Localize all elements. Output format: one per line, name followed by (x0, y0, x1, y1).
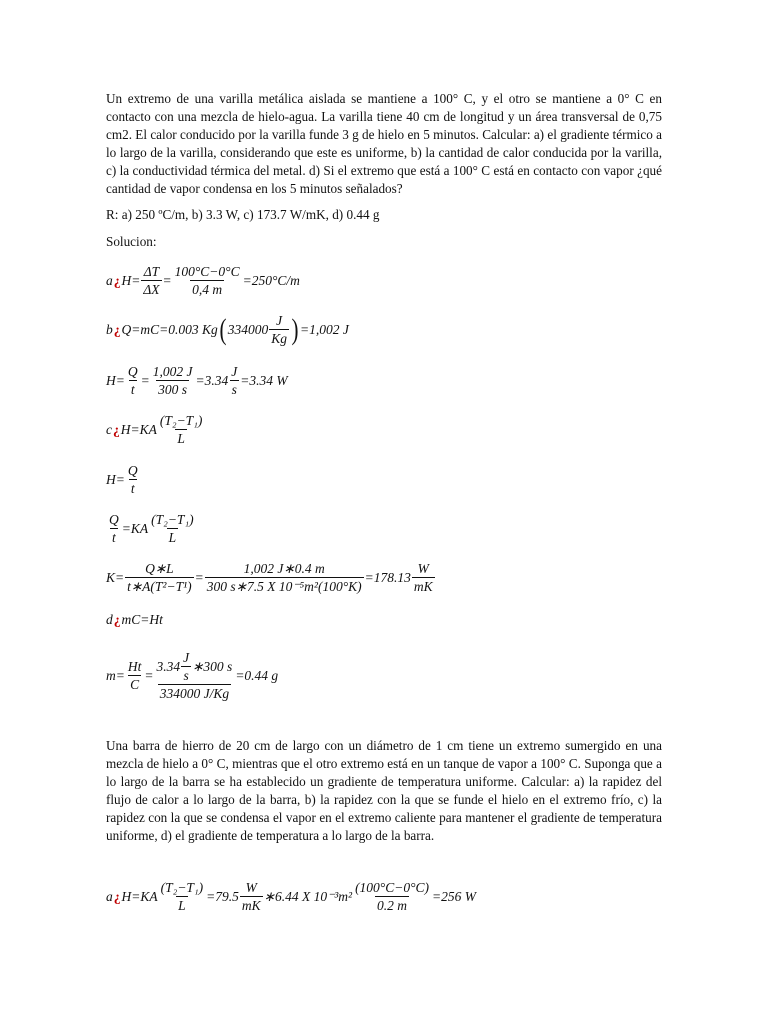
fraction (240, 880, 263, 913)
denominator: 0,4 m (192, 282, 223, 297)
fraction (158, 413, 205, 446)
problem2-statement: Una barra de hierro de 20 cm de largo con un diámetro de 1 cm tiene un extremo sumergido en una mezcla de hielo a 0° C, mientras que el otro extremo está en un tanque de vapor a 100° C. Suponga que a lo largo de la barra se ha establecido un gradiente de temperatura uniforme. Calcular: a) la rapidez del flujo de calor a lo largo de la barra, b) la rapidez con la que se funde el hielo en el extremo frío, c) la rapidez con la que se condensa el vapor en el extremo caliente para mantener el gradiente de temperatura uniforme, d) el gradiente de temperatura a lo largo de la barra. (106, 738, 662, 843)
eq-lhs: H= (106, 372, 125, 388)
denominator: Kg (271, 331, 287, 346)
denominator: t (130, 382, 135, 397)
eq-lhs: H= (106, 471, 125, 487)
fraction (154, 650, 234, 701)
fraction (159, 880, 206, 913)
eq-middle: =3.34 (195, 372, 229, 388)
equation-a: a ¿ H= $\frac{\Delta T}{\Delta X}$ = $\frac{100^\circ C-0^\circ C}{0,4 m}$ =250°C/m (106, 264, 300, 297)
numerator: (T₂−T₁) (160, 880, 204, 895)
equation-m: m= $\frac{Ht}{C}$ = 3.34 $\frac{J}{s}$ ∗300 s 334000 J/Kg =0.44 g (106, 650, 279, 701)
denominator: mK (413, 579, 433, 594)
question-mark-glyph: ¿ (113, 888, 121, 904)
numerator: Q (109, 512, 119, 527)
problem2-block (106, 737, 662, 853)
denominator: L (177, 431, 185, 446)
fraction (353, 880, 431, 913)
numerator: Q∗L (145, 561, 174, 576)
eq-lhs: K= (106, 569, 125, 585)
fraction (126, 463, 140, 496)
equation2-a (106, 880, 476, 913)
numerator-part: ∗300 s (192, 659, 233, 674)
equation-c (106, 413, 205, 446)
eq-middle: =79.5 (206, 888, 239, 904)
fraction (151, 364, 195, 397)
numerator: ΔT (143, 264, 160, 279)
denominator: C (130, 677, 140, 692)
eq-prefix: b (106, 321, 113, 337)
denominator: s (231, 382, 237, 397)
eq-lhs: m= (106, 667, 125, 683)
equation-b (106, 313, 349, 346)
eq-prefix: a (106, 272, 113, 288)
eq-prefix: c (106, 421, 112, 437)
fraction (125, 561, 194, 594)
denominator: 0.2 m (377, 898, 408, 913)
eq-lhs: H=KA (120, 421, 157, 437)
denominator: 300 s (158, 382, 188, 397)
question-mark-glyph: ¿ (113, 421, 120, 437)
fraction (205, 561, 364, 594)
eq-middle: =KA (121, 520, 149, 536)
numerator: (T₂−T₁) (151, 512, 194, 527)
denominator: t (111, 530, 116, 545)
numerator-part: 3.34 (156, 659, 181, 674)
denominator: t∗A(T²−T¹) (127, 579, 192, 594)
fraction (141, 264, 161, 297)
numerator: W (245, 880, 257, 895)
eq-result: =0.44 g (235, 667, 279, 683)
equation-h: H= $\frac{Q}{t}$ = $\frac{1,002 J}{300 s}$ =3.34 $\frac{J}{s}$ =3.34 W (106, 364, 288, 397)
question-mark-glyph: ¿ (113, 272, 121, 288)
denominator: 300 s∗7.5 X 10⁻⁵m²(100°K) (206, 579, 362, 594)
denominator: ΔX (143, 282, 160, 297)
denominator: mK (241, 898, 261, 913)
fraction (173, 264, 242, 297)
denominator: s (183, 668, 189, 683)
numerator: 100°C−0°C (174, 264, 240, 279)
question-mark-glyph: ¿ (113, 612, 121, 627)
fraction (126, 364, 140, 397)
eq-lhs: H=KA (121, 888, 158, 904)
eq-result: =1,002 J (300, 321, 349, 337)
numerator: Q (127, 364, 138, 379)
inner-fraction (181, 650, 191, 683)
left-paren: ( (219, 312, 227, 346)
equation-qt (106, 512, 197, 545)
fraction (412, 561, 435, 594)
eq-lhs: H= (121, 272, 141, 288)
eq-middle: ∗6.44 X 10⁻³m² (263, 888, 353, 904)
numerator: Q (127, 463, 138, 478)
fraction (229, 364, 239, 397)
question-mark-glyph: ¿ (113, 321, 121, 337)
problem1-block (106, 90, 662, 251)
numerator: 1,002 J (152, 364, 193, 379)
numerator: J (276, 313, 283, 328)
numerator: 1,002 J∗0.4 m (243, 561, 325, 576)
fraction (149, 512, 196, 545)
problem1-statement: Un extremo de una varilla metálica aislada se mantiene a 100° C, y el otro se mantiene a 0° C en contacto con una mezcla de hielo-agua. La varilla tiene 40 cm de longitud y un área transversal de 0,75 cm2. El calor conducido por la varilla funde 3 g de hielo en 5 minutos. Calcular: a) el gradiente térmico a lo largo de la varilla, considerando que este es uniforme, b) la cantidad de calor conducida por la varilla, c) la conductividad térmica del metal. d) Si el extremo que está a 100° C está en contacto con vapor ¿qué cantidad de vapor condensa en los 5 minutos señalados? (106, 91, 662, 196)
eq-result: =3.34 W (240, 372, 288, 388)
eq-lhs: Q=mC=0.003 Kg (121, 321, 218, 337)
equation-d (106, 611, 163, 629)
fraction (126, 659, 144, 692)
eq-result: =256 W (431, 888, 476, 904)
numerator: Ht (127, 659, 142, 674)
fraction (107, 512, 121, 545)
denominator: 334000 J/Kg (159, 686, 230, 701)
numerator: J (231, 364, 238, 379)
eq-prefix: d (106, 612, 113, 627)
equation-h-q (106, 463, 141, 496)
eq-middle: =178.13 (364, 569, 411, 585)
denominator: L (168, 530, 177, 545)
eq-body: mC=Ht (121, 612, 163, 627)
eq-prefix: a (106, 888, 113, 904)
solution-label: Solucion: (106, 234, 157, 249)
equation-k: K= $\frac{Q∗L}{\text{t∗A(T²−T¹)}}$ = $\frac{1,002 J∗0.4 m}{\text{300 s∗7.5 X 10⁻⁵m²(100°K)}}$ =178.13 $\frac{W}{mK}$ (106, 561, 433, 594)
denominator: t (130, 481, 135, 496)
numerator: (100°C−0°C) (355, 880, 429, 895)
right-paren: ) (291, 312, 299, 346)
numerator: (T₂−T₁) (159, 413, 203, 428)
denominator: L (178, 898, 186, 913)
numerator: J (183, 650, 190, 665)
problem1-answer: R: a) 250 ºC/m, b) 3.3 W, c) 173.7 W/mK, d) 0.44 g (106, 207, 380, 222)
numerator (154, 650, 234, 684)
numerator: W (417, 561, 429, 576)
fraction (269, 313, 289, 346)
eq-result: =250°C/m (242, 272, 300, 288)
eq-inner-value: 334000 (227, 321, 269, 337)
